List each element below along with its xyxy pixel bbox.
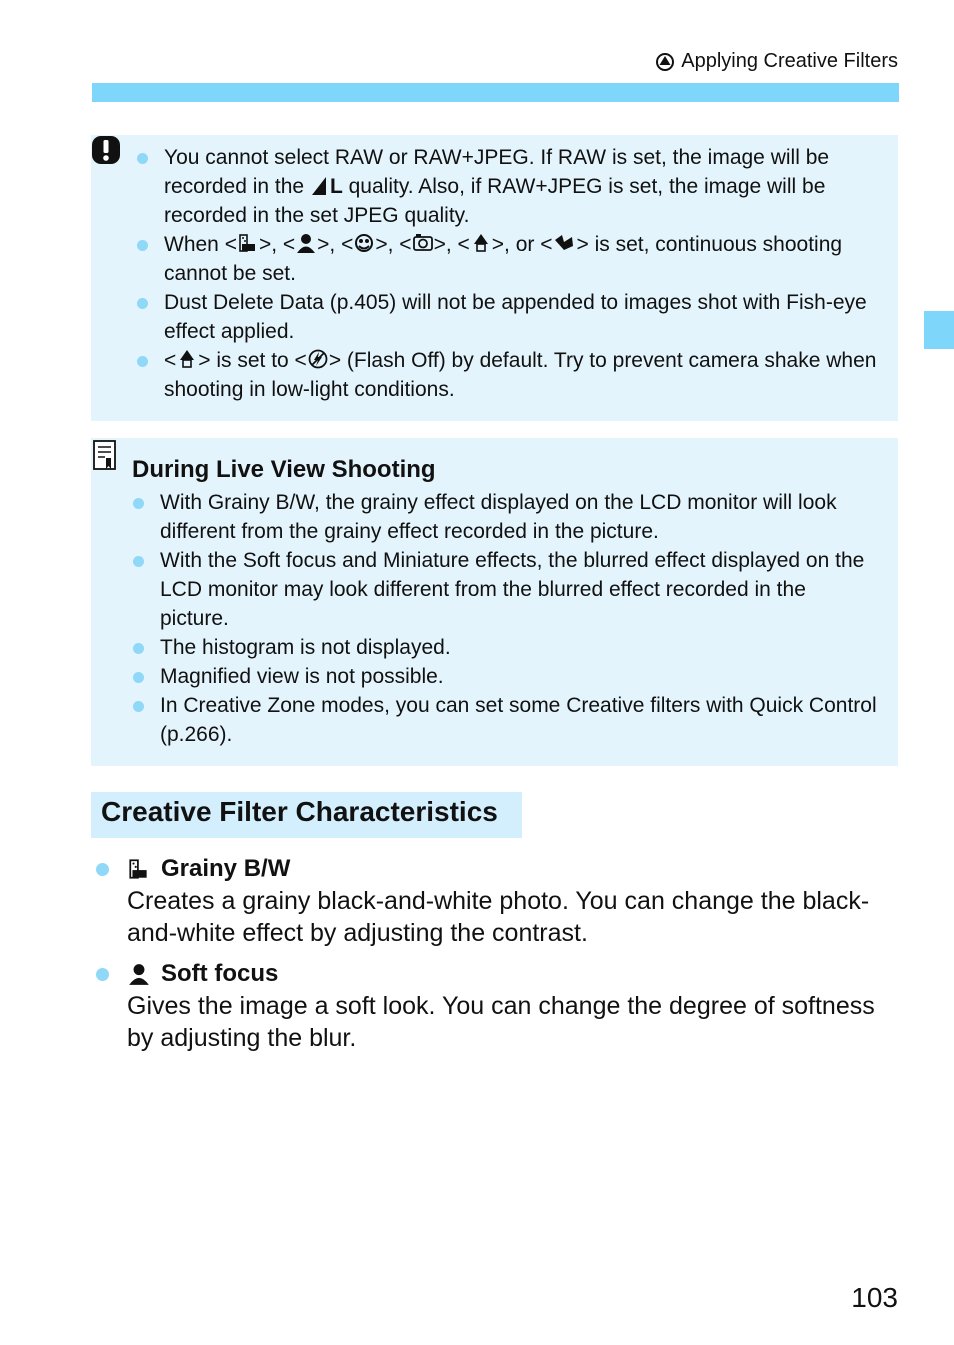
note-title: During Live View Shooting (132, 456, 436, 483)
art-effect-icon (552, 232, 576, 254)
list-item: Magnified view is not possible. (131, 662, 878, 691)
grainy-bw-icon (237, 232, 259, 254)
list-item: Dust Delete Data (p.405) will not be appended to images shot with Fish-eye effect applied. (135, 288, 878, 346)
note-icon (91, 438, 119, 472)
filter-item-grainy-bw (96, 852, 896, 949)
flash-off-icon (307, 348, 329, 370)
soft-focus-icon (295, 232, 317, 254)
toy-camera-icon (412, 232, 434, 254)
creative-filter-icon (655, 52, 675, 72)
filter-description: Gives the image a soft look. You can change the degree of softness by adjusting the blur. (127, 992, 875, 1052)
running-header (655, 50, 898, 73)
list-item: < > is set to < > (Flash Off) by default. Try to prevent camera shake when shooting in low-light conditions. (135, 346, 878, 404)
list-item: With Grainy B/W, the grainy effect displayed on the LCD monitor will look different from the grainy effect recorded in the picture. (131, 488, 878, 546)
list-item: With the Soft focus and Miniature effects, the blurred effect displayed on the LCD monitor may look different from the blurred effect recorded in the picture. (131, 546, 878, 633)
header-bar (92, 83, 899, 102)
grainy-bw-icon (127, 857, 151, 881)
list-item: The histogram is not displayed. (131, 633, 878, 662)
note-list (131, 488, 878, 749)
caution-box (91, 135, 898, 421)
filter-item-soft-focus (96, 957, 896, 1054)
caution-icon (91, 135, 121, 165)
filter-name: Soft focus (127, 957, 896, 990)
list-item: In Creative Zone modes, you can set some Creative filters with Quick Control (p.266). (131, 691, 878, 749)
caution-list (135, 143, 878, 404)
quality-fine-icon (310, 176, 330, 196)
list-item: When < >, < >, < >, < >, < >, or < > is set, continuous shooting cannot be set. (135, 230, 878, 288)
note-box (91, 438, 898, 766)
soft-focus-icon (127, 962, 151, 986)
chapter-tab (924, 311, 954, 349)
filter-list (96, 852, 896, 1062)
miniature-icon (470, 232, 492, 254)
header-title: Applying Creative Filters (681, 50, 898, 72)
filter-description: Creates a grainy black-and-white photo. You can change the black-and-white effect by adjusting the contrast. (127, 887, 870, 947)
filter-name: Grainy B/W (127, 852, 896, 885)
page-number: 103 (851, 1282, 898, 1313)
list-item: You cannot select RAW or RAW+JPEG. If RAW is set, the image will be recorded in the L quality. Also, if RAW+JPEG is set, the image will be recorded in the set JPEG quality. (135, 143, 878, 230)
miniature-icon (176, 348, 198, 370)
fish-eye-icon (353, 232, 375, 254)
section-title: Creative Filter Characteristics (91, 792, 522, 838)
